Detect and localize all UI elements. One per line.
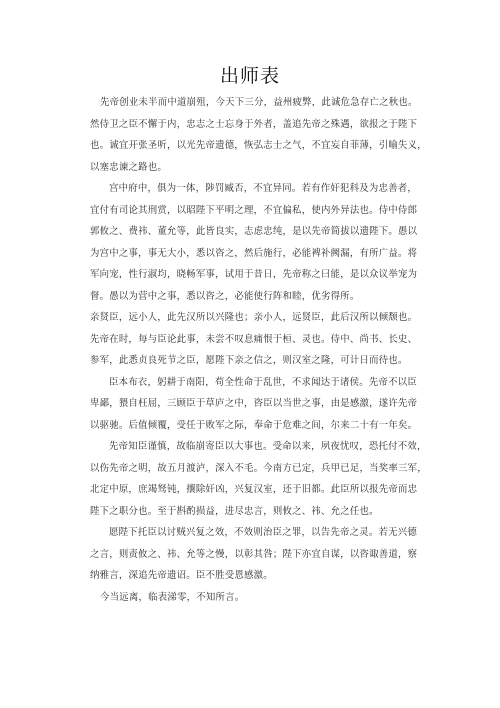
text-line: 先帝创业未半而中道崩殂，今天下三分，益州疲弊，此诚危急存亡之秋也。 — [100, 97, 418, 108]
document-title: 出师表 — [219, 65, 280, 87]
text-line: 愿陛下托臣以讨贼兴复之效，不效则治臣之罪，以告先帝之灵。若无兴德 — [109, 527, 418, 538]
text-line: 为宫中之事，事无大小，悉以咨之，然后施行，必能裨补阙漏，有所广益。将 — [90, 247, 418, 259]
text-line: 也。诚宜开张圣听，以光先帝遗德，恢弘志士之气，不宜妄自菲薄，引喻失义， — [90, 140, 427, 151]
text-line: 督。愚以为营中之事，悉以咨之，必能使行阵和睦，优劣得所。 — [90, 290, 360, 302]
text-line: 然侍卫之臣不懈于内，忠志之士忘身于外者，盖追先帝之殊遇，欲报之于陛下 — [90, 118, 418, 130]
text-line: 北定中原，庶竭驽钝，攘除奸凶，兴复汉室，还于旧都。此臣所以报先帝而忠 — [90, 484, 418, 495]
text-line: 参军，此悉贞良死节之臣，愿陛下亲之信之，则汉室之隆，可计日而待也。 — [90, 355, 408, 366]
text-line: 宜付有司论其刑赏，以昭陛下平明之理，不宜偏私，使内外异法也。侍中侍郎 — [90, 204, 418, 216]
text-line: 臣本布衣，躬耕于南阳，苟全性命于乱世，不求闻达于诸侯。先帝不以臣 — [109, 376, 418, 388]
text-line: 先帝知臣谨慎，故临崩寄臣以大事也。受命以来，夙夜忧叹，恐托付不效， — [109, 441, 427, 452]
text-line: 郭攸之、费祎、董允等，此皆良实，志虑忠纯，是以先帝简拔以遗陛下。愚以 — [90, 226, 418, 237]
text-line: 以伤先帝之明，故五月渡泸，深入不毛。今南方已定，兵甲已足，当奖率三军， — [90, 462, 427, 474]
text-line: 今当远离，临表涕零，不知所言。 — [100, 591, 245, 603]
text-line: 亲贤臣，远小人，此先汉所以兴隆也；亲小人，远贤臣，此后汉所以倾颓也。 — [90, 312, 418, 323]
text-line: 之言，则责攸之、祎、允等之慢，以彰其咎；陛下亦宜自谋，以咨诹善道，察 — [90, 548, 418, 560]
text-line: 卑鄙，猥自枉屈，三顾臣于草庐之中，咨臣以当世之事，由是感激，遂许先帝 — [90, 398, 418, 409]
text-line: 军向宠，性行淑均，晓畅军事，试用于昔日，先帝称之曰能，是以众议举宠为 — [90, 269, 418, 280]
text-line: 以驱驰。后值倾覆，受任于败军之际，奉命于危难之间，尔来二十有一年矣。 — [90, 419, 418, 431]
text-line: 宫中府中，俱为一体，陟罚臧否，不宜异同。若有作奸犯科及为忠善者， — [109, 183, 418, 194]
text-line: 以塞忠谏之路也。 — [90, 161, 168, 173]
document-body — [90, 92, 427, 608]
text-line: 先帝在时，每与臣论此事，未尝不叹息痛恨于桓、灵也。侍中、尚书、长史、 — [90, 333, 418, 345]
text-line: 陛下之职分也。至于斟酌损益，进尽忠言，则攸之、祎、允之任也。 — [90, 505, 379, 517]
text-line: 纳雅言，深追先帝遗诏。臣不胜受恩感激。 — [90, 570, 273, 581]
